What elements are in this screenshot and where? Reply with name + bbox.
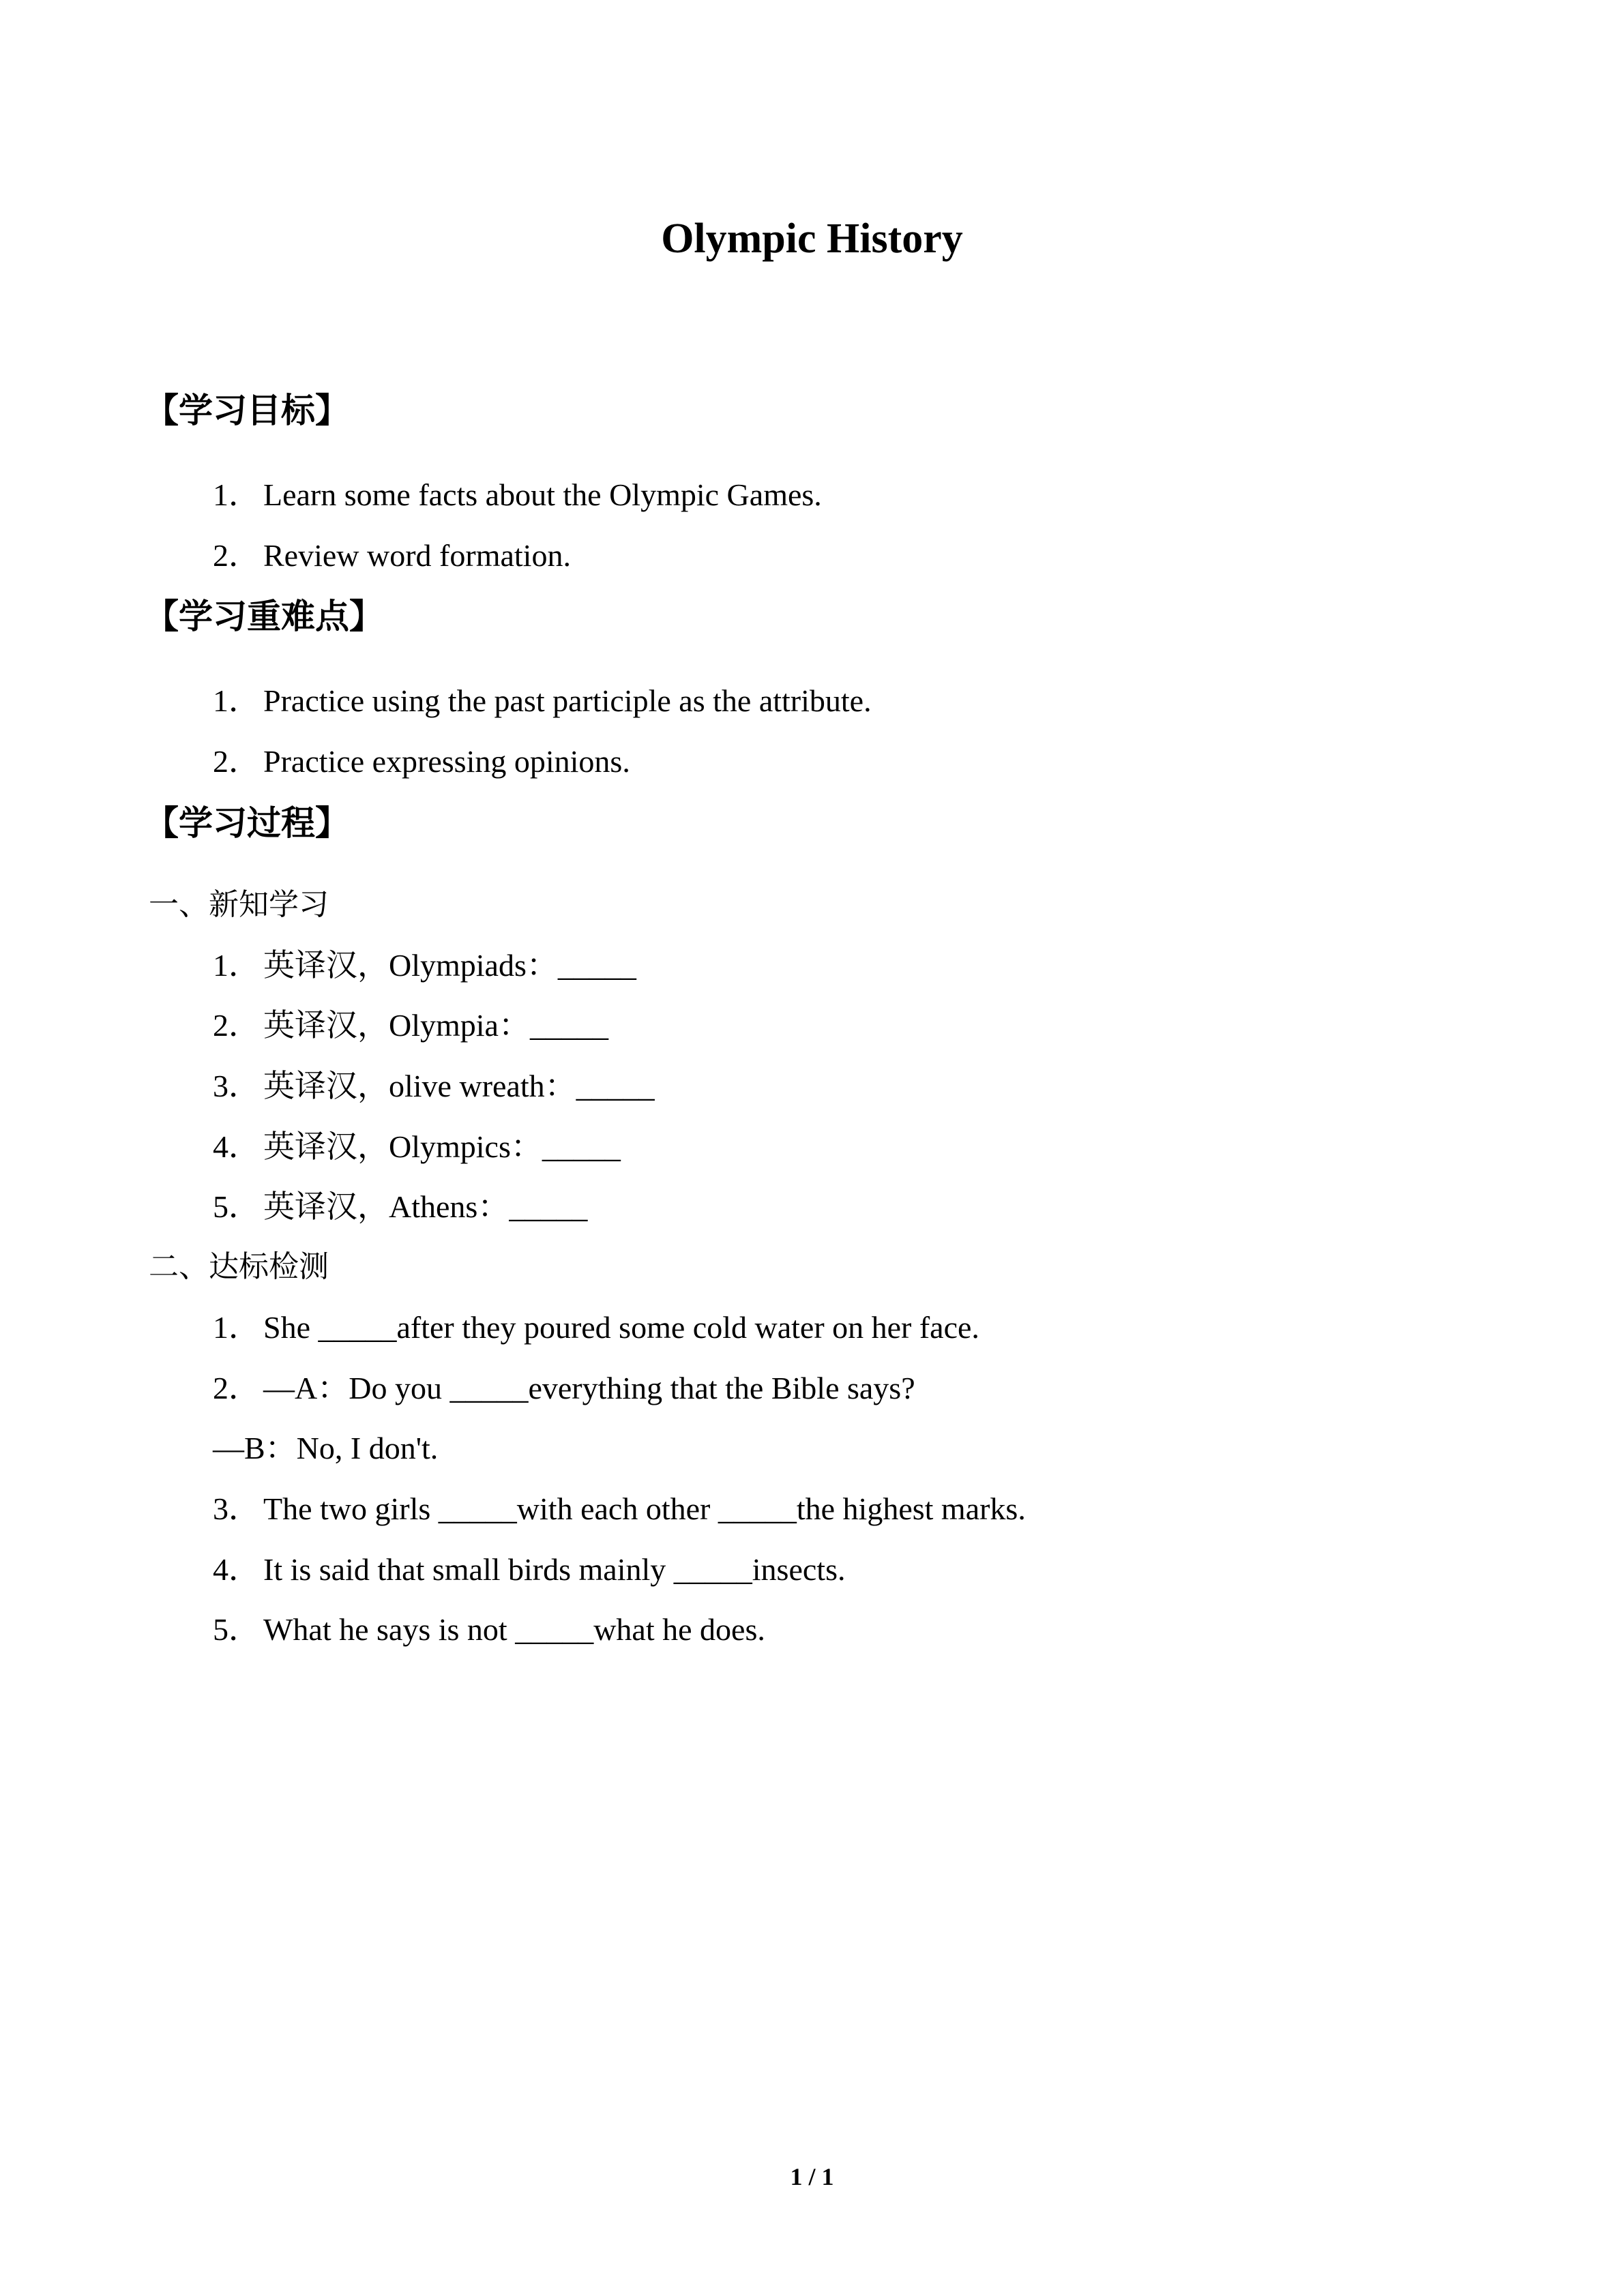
translation-item [213,1005,608,1046]
item-number: 2． [213,744,260,779]
translation-item [213,1066,655,1107]
item-text: 英译汉，Olympics：_____ [263,1129,621,1164]
item-text: She _____after they poured some cold water on her face. [263,1310,979,1345]
item-number: 4． [213,1552,260,1587]
objective-item [213,535,571,576]
key-point-item [213,681,872,721]
item-number: 1． [213,1310,260,1345]
item-text: 英译汉，olive wreath：_____ [263,1069,655,1103]
translation-item [213,1127,621,1167]
item-text: Learn some facts about the Olympic Games. [263,477,822,512]
exercise-item [213,1549,845,1590]
key-point-item [213,741,630,782]
page-number: 1 / 1 [790,2163,834,2190]
subsection-heading-new-knowledge: 一、新知学习 [149,887,329,922]
item-text: Practice using the past participle as the attribute. [263,683,872,718]
section-heading-objectives: 【学习目标】 [145,391,349,430]
item-number: 3． [213,1069,260,1103]
item-text: It is said that small birds mainly _____insects. [263,1552,846,1587]
item-number: 4． [213,1129,260,1164]
item-number: 3． [213,1491,260,1526]
exercise-item [213,1609,765,1650]
item-number: 2． [213,538,260,573]
item-number: 1． [213,948,260,983]
item-text: The two girls _____with each other _____the highest marks. [263,1491,1026,1526]
exercise-item [213,1368,915,1409]
item-number: 5． [213,1612,260,1647]
item-text: 英译汉，Olympia：_____ [263,1008,608,1043]
exercise-dialogue-line [213,1428,438,1469]
translation-item [213,945,636,986]
item-text: 英译汉，Athens：_____ [263,1189,588,1224]
exercise-item [213,1307,979,1348]
item-text: Review word formation. [263,538,571,573]
section-heading-key-points: 【学习重难点】 [145,597,383,636]
item-number: 5． [213,1189,260,1224]
item-text: —A：Do you _____everything that the Bible says? [263,1371,915,1405]
objective-item [213,475,822,516]
item-text: What he says is not _____what he does. [263,1612,765,1647]
document-title: Olympic History [661,215,963,262]
item-text: 英译汉，Olympiads：_____ [263,948,636,983]
translation-item [213,1187,587,1227]
item-text: Practice expressing opinions. [263,744,630,779]
item-text: —B：No, I don't. [213,1431,439,1465]
exercise-item [213,1489,1026,1530]
item-number: 1． [213,477,260,512]
item-number: 2． [213,1371,260,1405]
subsection-heading-assessment: 二、达标检测 [149,1249,329,1284]
item-number: 2． [213,1008,260,1043]
item-number: 1． [213,683,260,718]
section-heading-process: 【学习过程】 [145,803,349,843]
